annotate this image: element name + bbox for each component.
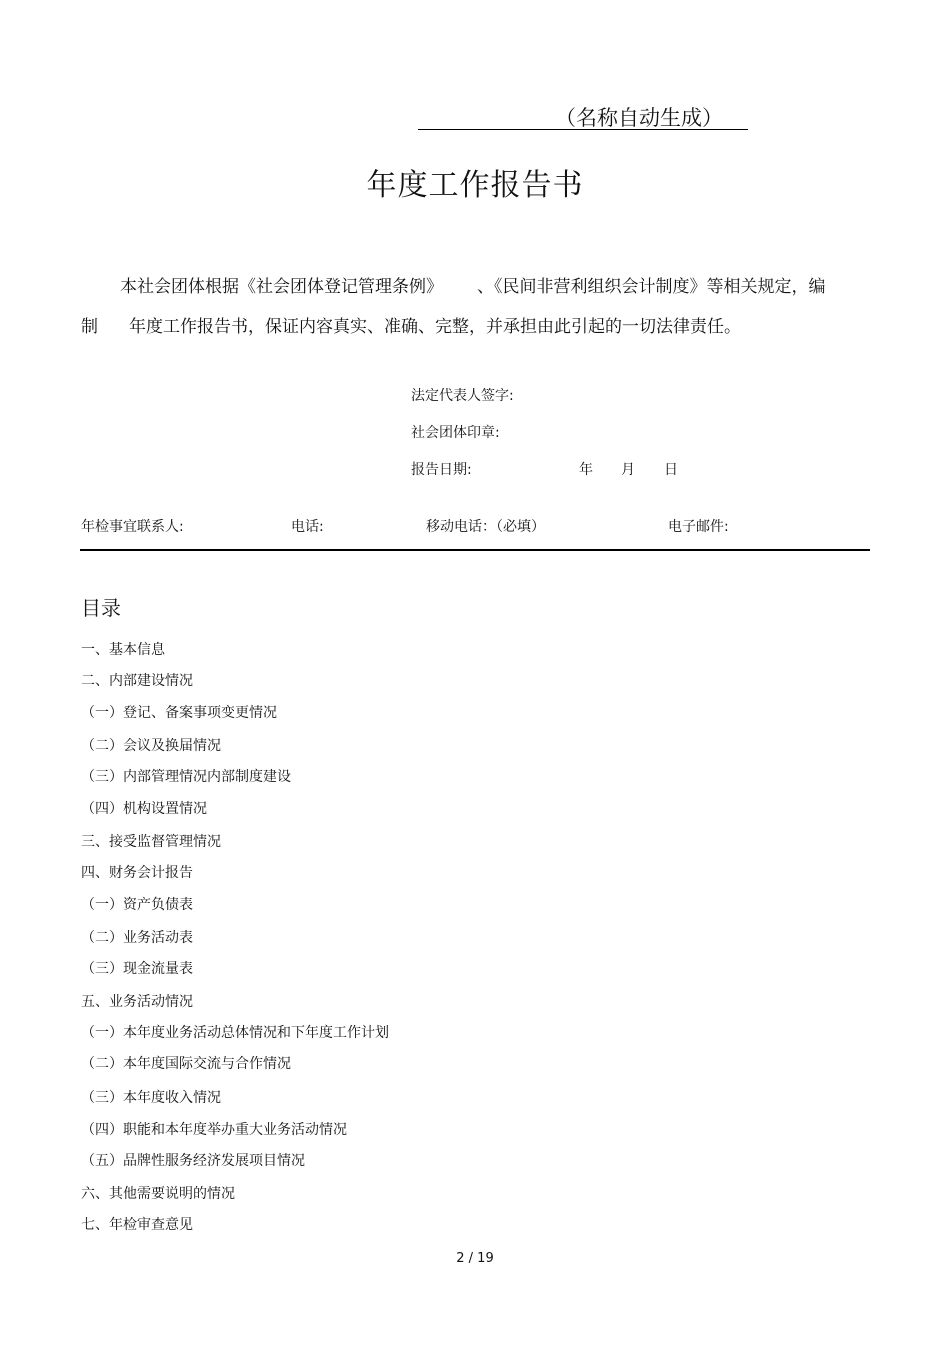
statement-line2-part1: 制	[81, 317, 98, 337]
toc-item: （三）本年度收入情况	[81, 1090, 221, 1106]
toc-item: 一、基本信息	[81, 642, 165, 658]
toc-item: 四、财务会计报告	[81, 865, 193, 881]
contact-person-label: 年检事宜联系人:	[81, 519, 184, 535]
toc-item: 六、其他需要说明的情况	[81, 1186, 235, 1202]
legal-representative-signature-label: 法定代表人签字:	[411, 388, 514, 404]
toc-item: 二、内部建设情况	[81, 673, 193, 689]
toc-item: （三）现金流量表	[81, 961, 193, 977]
report-date-day: 日	[664, 462, 678, 478]
email-label: 电子邮件:	[668, 519, 729, 535]
toc-item: （二）会议及换届情况	[81, 738, 221, 754]
toc-item: （四）职能和本年度举办重大业务活动情况	[81, 1122, 347, 1138]
page-number: 2 / 19	[456, 1251, 494, 1266]
report-date-month: 月	[621, 462, 635, 478]
toc-heading: 目录	[81, 596, 121, 620]
toc-item: （二）业务活动表	[81, 930, 193, 946]
toc-item: 五、业务活动情况	[81, 994, 193, 1010]
toc-item: （三）内部管理情况内部制度建设	[81, 769, 291, 785]
document-title: 年度工作报告书	[366, 168, 584, 203]
section-divider	[80, 549, 870, 551]
toc-item: （一）本年度业务活动总体情况和下年度工作计划	[81, 1025, 389, 1041]
statement-line1-part2: 、《民间非营利组织会计制度》等相关规定，编	[477, 277, 826, 297]
mobile-phone-label: 移动电话：（必填）	[426, 519, 545, 535]
statement-line1-part1: 本社会团体根据《社会团体登记管理条例》	[120, 277, 443, 297]
toc-item: （四）机构设置情况	[81, 801, 207, 817]
toc-item: （一）资产负债表	[81, 897, 193, 913]
phone-label: 电话:	[291, 519, 324, 535]
toc-item: （二）本年度国际交流与合作情况	[81, 1056, 291, 1072]
organization-name-placeholder: （名称自动生成）	[555, 106, 723, 130]
toc-item: （一）登记、备案事项变更情况	[81, 705, 277, 721]
statement-line2-part2: 年度工作报告书，保证内容真实、准确、完整，并承担由此引起的一切法律责任。	[129, 317, 741, 337]
organization-seal-label: 社会团体印章:	[411, 425, 500, 441]
report-date-label: 报告日期:	[411, 462, 472, 478]
report-date-year: 年	[579, 462, 593, 478]
toc-item: （五）品牌性服务经济发展项目情况	[81, 1153, 305, 1169]
toc-item: 三、接受监督管理情况	[81, 834, 221, 850]
toc-item: 七、年检审查意见	[81, 1217, 193, 1233]
